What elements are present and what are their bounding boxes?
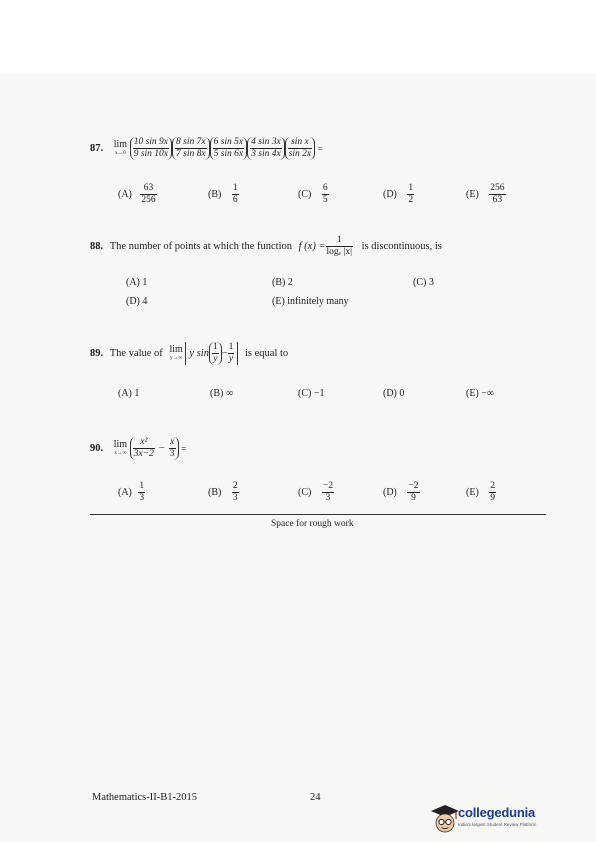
question-number: 88. xyxy=(90,241,104,252)
factor-4: $\frac{4 \sin 3x}{3 \sin 4x}$ xyxy=(247,137,285,160)
q87-option-b: (B) $\frac{1}{6}$ xyxy=(208,183,238,205)
q88-option-a: (A) 1 xyxy=(126,277,148,288)
q88-option-e: (E) infinitely many xyxy=(272,296,349,307)
q90-option-b: (B) $\frac{2}{3}$ xyxy=(208,481,238,503)
question-number: 89. xyxy=(90,348,104,359)
factor-5: $\frac{\text{sin x}}{\sin 2x}$ xyxy=(285,137,315,160)
factor-2: $\frac{8 \sin 7x}{7 \sin 8x}$ xyxy=(172,137,210,160)
question-text: The value of xyxy=(109,348,163,359)
section-divider xyxy=(90,514,546,515)
question-87 xyxy=(90,137,323,160)
equals-sign: = xyxy=(181,443,187,454)
question-90 xyxy=(90,437,186,460)
q87-option-d: (D) $\frac{1}{2}$ xyxy=(383,183,414,205)
factor-3: $\frac{6 \sin 5x}{5 \sin 6x}$ xyxy=(210,137,248,160)
q89-option-c: (C) −1 xyxy=(298,388,325,399)
question-text-end: is discontinuous, is xyxy=(361,241,442,252)
question-88: 88. The number of points at which the function f (x) = $\frac{1}{\text{logₑ |x|}}$ is discontinuous, is xyxy=(90,235,442,257)
q90-option-e: (E) $\frac{2}{9}$ xyxy=(466,481,496,503)
q90-option-d: (D) $\frac{-2}{9}$ xyxy=(383,481,419,503)
question-text-end: is equal to xyxy=(245,348,289,359)
q88-option-c: (C) 3 xyxy=(413,277,434,288)
brand-tagline: India's largest Student Review Platform xyxy=(458,822,537,827)
footer-subject: Mathematics-II-B1-2015 xyxy=(92,792,197,803)
limit-operator: lim x→∞ xyxy=(113,438,128,456)
q87-option-e: (E) $\frac{256}{63}$ xyxy=(466,183,505,205)
question-text: The number of points at which the function xyxy=(109,241,292,252)
q89-option-e: (E) −∞ xyxy=(466,388,495,399)
page-number: 24 xyxy=(310,792,321,803)
equals-sign: = xyxy=(317,143,323,154)
q89-option-d: (D) 0 xyxy=(383,388,405,399)
q89-option-a: (A) 1 xyxy=(118,388,140,399)
question-number: 87. xyxy=(90,143,104,154)
q89-option-b: (B) ∞ xyxy=(210,388,233,399)
graduate-mascot-icon xyxy=(428,802,462,836)
question-number: 90. xyxy=(90,443,104,454)
q87-option-a: (A) $\frac{63}{256}$ xyxy=(118,183,156,205)
q87-option-c: (C) $\frac{6}{5}$ xyxy=(298,183,328,205)
q88-option-d: (D) 4 xyxy=(126,296,148,307)
bracket-expression: y sin $\frac{1}{y}$ − $\frac{1}{y}$ xyxy=(185,342,238,365)
brand-logo: collegedunia xyxy=(458,805,536,820)
limit-operator: lim x→0 xyxy=(113,138,128,156)
factor-1: $\frac{10 \sin 9x}{9 \sin 10x}$ xyxy=(130,137,172,160)
q88-option-b: (B) 2 xyxy=(272,277,293,288)
q90-option-c: (C) $\frac{-2}{3}$ xyxy=(298,481,333,503)
q90-option-a: (A) $\frac{1}{3}$ xyxy=(118,481,145,503)
top-margin xyxy=(0,0,596,74)
rough-work-label: Space for rough work xyxy=(271,519,354,529)
function-label: f (x) = xyxy=(298,241,326,252)
limit-expression: $\frac{\text{x²}}{3x-2}$ − $\frac{x}{3}$ xyxy=(130,437,179,460)
limit-operator: lim y→∞ xyxy=(169,343,183,361)
question-89 xyxy=(90,342,288,365)
